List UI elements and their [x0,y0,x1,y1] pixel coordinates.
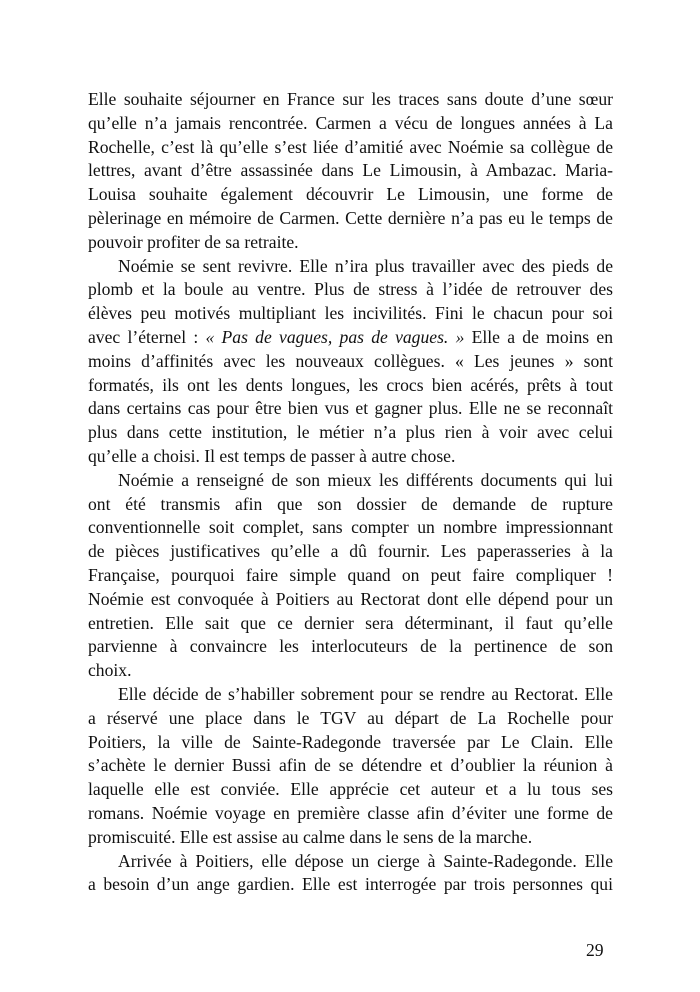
text-line: Noémie a renseigné de son mieux les différents documents qui lui [118,469,613,490]
paragraph [88,683,613,850]
text-line [88,326,613,350]
text-line: Noémie est convoquée à Poitiers au Rectorat dont elle dépend pour un [88,588,613,609]
text-line: élèves peu motivés multipliant les incivilités. Fini le chacun pour soi [88,303,613,324]
text-segment: avec l’éternel : [88,326,206,347]
text-line: Louisa souhaite également découvrir Le Limousin, une forme de [88,184,613,205]
text-line: Française, pourquoi faire simple quand on peut faire compliquer ! [88,564,613,585]
text-line: laquelle elle est conviée. Elle apprécie cet auteur et a lu tous ses [88,779,613,800]
paragraph [88,255,613,469]
text-line: lettres, avant d’être assassinée dans Le Limousin, à Ambazac. Maria- [88,160,613,181]
text-line: plus dans cette institution, le métier n’a plus rien à voir avec celui [88,422,613,443]
italic-quote: « Pas de vagues, pas de vagues. » [205,326,465,347]
text-line: s’achète le dernier Bussi afin de se détendre et d’oublier la réunion à [88,755,613,776]
text-line: Noémie se sent revivre. Elle n’ira plus travailler avec des pieds de [118,255,613,276]
paragraph [88,850,613,898]
text-line: moins d’affinités avec les nouveaux collègues. « Les jeunes » sont [88,350,613,371]
text-line: entretien. Elle sait que ce dernier sera déterminant, il faut qu’elle [88,612,613,633]
paragraph [88,88,613,255]
text-line: parvienne à convaincre les interlocuteurs de la pertinence de son [88,636,613,657]
text-line: romans. Noémie voyage en première classe afin d’éviter une forme de [88,802,613,823]
text-line: a besoin d’un ange gardien. Elle est interrogée par trois personnes qui [88,874,613,895]
page-number: 29 [586,940,604,960]
text-line: qu’elle a choisi. Il est temps de passer à autre chose. [88,445,456,466]
text-line: promiscuité. Elle est assise au calme dans le sens de la marche. [88,826,533,847]
text-segment: Elle a de moins en [464,326,614,347]
text-line: ont été transmis afin que son dossier de demande de rupture [88,493,613,514]
text-line: Rochelle, c’est là qu’elle s’est liée d’amitié avec Noémie sa collègue de [88,136,613,157]
text-line: pouvoir profiter de sa retraite. [88,231,299,252]
text-line: plomb et la boule au ventre. Plus de stress à l’idée de retrouver des [88,279,613,300]
text-line: Elle souhaite séjourner en France sur les traces sans doute d’une sœur [88,89,613,109]
text-line: Poitiers, la ville de Sainte-Radegonde traversée par Le Clain. Elle [88,731,613,752]
text-line: dans certains cas pour être bien vus et gagner plus. Elle ne se reconnaît [88,398,613,419]
text-line: Elle décide de s’habiller sobrement pour se rendre au Rectorat. Elle [118,683,613,704]
body-text [88,88,613,897]
paragraph [88,469,613,683]
text-line: choix. [88,660,132,681]
text-line: qu’elle n’a jamais rencontrée. Carmen a vécu de longues années à La [88,112,613,133]
text-line: pèlerinage en mémoire de Carmen. Cette dernière n’a pas eu le temps de [88,207,613,228]
text-line: a réservé une place dans le TGV au départ de La Rochelle pour [88,707,613,728]
text-line: conventionnelle soit complet, sans compter un nombre impressionnant [88,517,613,538]
text-line: Arrivée à Poitiers, elle dépose un cierge à Sainte-Radegonde. Elle [118,850,613,871]
text-line: formatés, ils ont les dents longues, les crocs bien acérés, prêts à tout [88,374,613,395]
text-line: de pièces justificatives qu’elle a dû fournir. Les paperasseries à la [88,541,613,562]
